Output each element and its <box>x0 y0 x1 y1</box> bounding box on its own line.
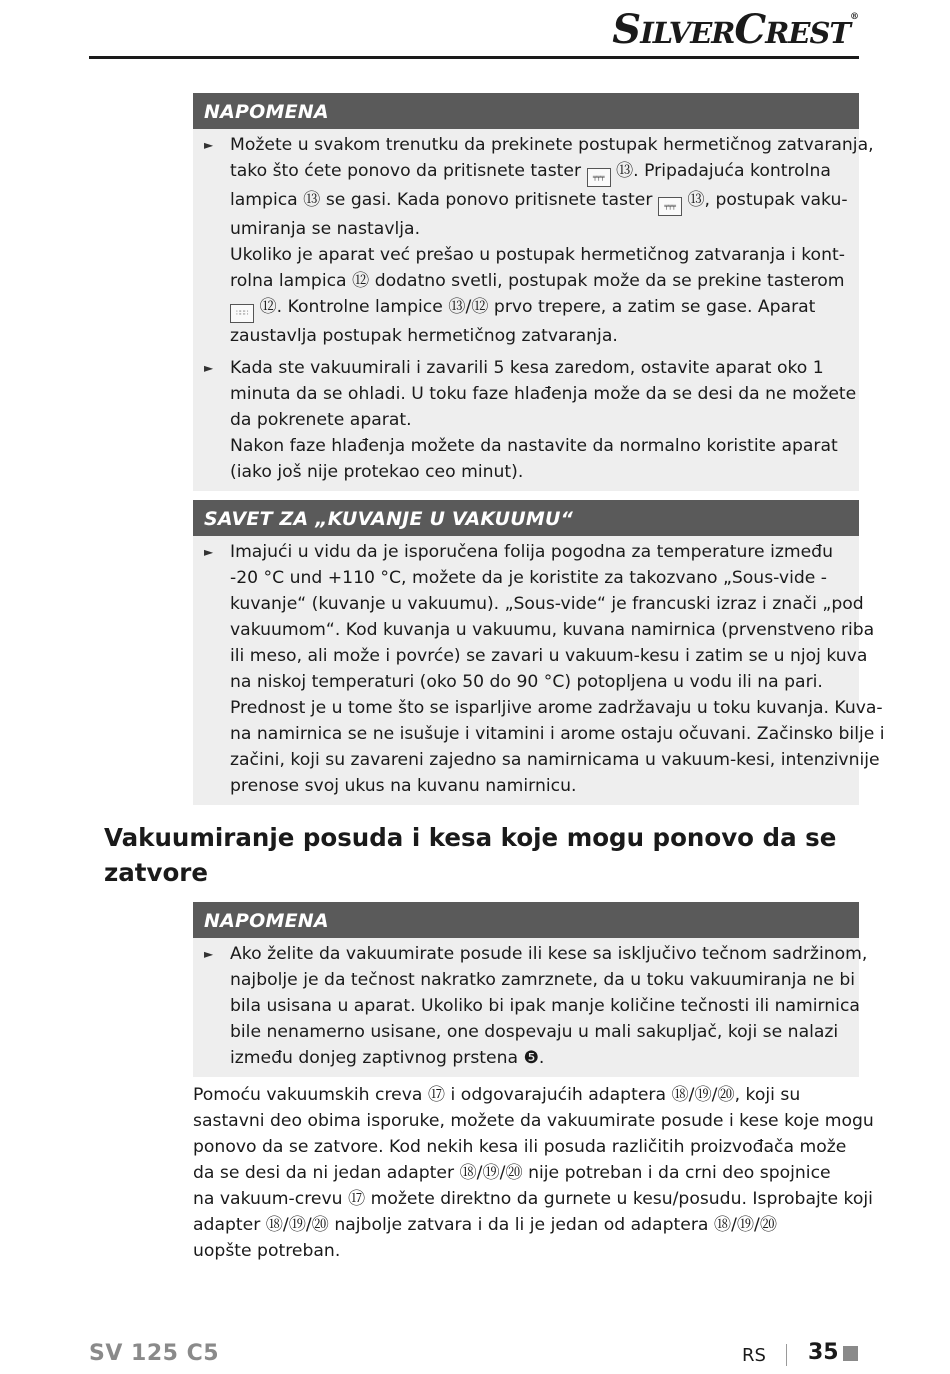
vacuum-seal-button-icon: ∷∷∷ <box>230 304 254 323</box>
note-box-title: NAPOMENA <box>193 93 859 129</box>
note-box-title: NAPOMENA <box>193 902 859 938</box>
language-code: RS <box>742 1345 766 1366</box>
page-marker-square <box>843 1346 858 1361</box>
list-item: ► Ako želite da vakuumirate posude ili kese sa isključivo tečnom sadržinom, najbolje je da tečnost nakratko zamrznete, da u toku vakuumiranja ne bi bila usisana u aparat. Ukoliko bi ipak manje količine tečnosti ili namirnica bile nenamerno usisane, one dospevaju u mali sakupljač, koji se nalazi između donjeg zaptivnog prstena ❺. <box>204 941 849 1071</box>
note-box <box>193 93 874 491</box>
brand-logo: SILVERCREST® <box>612 6 858 53</box>
triangle-bullet-icon: ► <box>204 947 214 961</box>
list-item: ► Imajući u vidu da je isporučena folija pogodna za temperature između -20 °C und +110 °C, možete da je koristite za takozvano „Sous-vide - kuvanje“ (kuvanje u vakuumu). „Sous-vide“ je francuski izraz i znači „pod vakuumom“. Kod kuvanja u vakuumu, kuvana namirnica (prvenstveno riba ili meso, ali može i povrće) se zavari u vakuum-kesu i zatim se u njoj kuva na niskoj temperaturi (oko 50 do 90 °C) potopljena u vodu ili na pari. Prednost je u tome što se isparljive arome zadržavaju u toku kuvanja. Kuva- na namirnica se ne isušuje i vitamini i arome ostaju očuvani. Začinsko bilje i začini, koji su zavareni zajedno sa namirnicama u vakuum-kesi, intenzivnije prenose svoj ukus na kuvanu namirnicu. <box>204 539 849 799</box>
triangle-bullet-icon: ► <box>204 361 214 375</box>
header-rule <box>89 56 859 59</box>
model-number: SV 125 C5 <box>89 1341 220 1366</box>
page-number: 35 <box>808 1340 839 1365</box>
list-item: ► Kada ste vakuumirali i zavarili 5 kesa zaredom, ostavite aparat oko 1 minuta da se ohladi. U toku faze hlađenja može da se desi da ne možete da pokrenete aparat. Nakon faze hlađenja možete da nastavite da normalno koristite aparat (iako još nije protekao ceo minut). <box>204 355 849 485</box>
tip-box <box>193 500 885 805</box>
triangle-bullet-icon: ► <box>204 138 214 152</box>
note-box <box>193 902 868 1077</box>
triangle-bullet-icon: ► <box>204 545 214 559</box>
seal-button-icon: ╤╤╤ <box>658 197 682 216</box>
body-paragraph: Pomoću vakuumskih creva ⑰ i odgovarajućih adaptera ⑱/⑲/⑳, koji su sastavni deo obima isporuke, možete da vakuumirate posude i kese koje mogu ponovo da se zatvore. Kod nekih kesa ili posuda različitih proizvođača može da se desi da ni jedan adapter ⑱/⑲/⑳ nije potreban i da crni deo spojnice na vakuum-crevu ⑰ možete direktno da gurnete u kesu/posudu. Isprobajte koji adapter ⑱/⑲/⑳ najbolje zatvara i da li je jedan od adaptera ⑱/⑲/⑳ uopšte potreban. <box>193 1085 874 1261</box>
section-heading: Vakuumiranje posuda i kesa koje mogu ponovo da se zatvore <box>104 823 837 887</box>
tip-box-title: SAVET ZA „KUVANJE U VAKUUMU“ <box>193 500 859 536</box>
footer-divider <box>786 1344 787 1366</box>
list-item: ► Možete u svakom trenutku da prekinete postupak hermetičnog zatvaranja, tako što ćete ponovo da pritisnete taster ╤╤╤ ⑬. Pripadajuća kontrolna lampica ⑬ se gasi. Kada ponovo pritisnete taster ╤╤╤ ⑬, postupak vaku- umiranja se nastavlja. Ukoliko je aparat već prešao u postupak hermetičnog zatvaranja i kont- rolna lampica ⑫ dodatno svetli, postupak može da se prekine tasterom ∷∷∷ ⑫. Kontrolne lampice ⑬/⑫ prvo trepere, a zatim se gase. Aparat zaustavlja postupak hermetičnog zatvaranja. <box>204 132 849 349</box>
seal-button-icon: ╤╤╤ <box>587 168 611 187</box>
